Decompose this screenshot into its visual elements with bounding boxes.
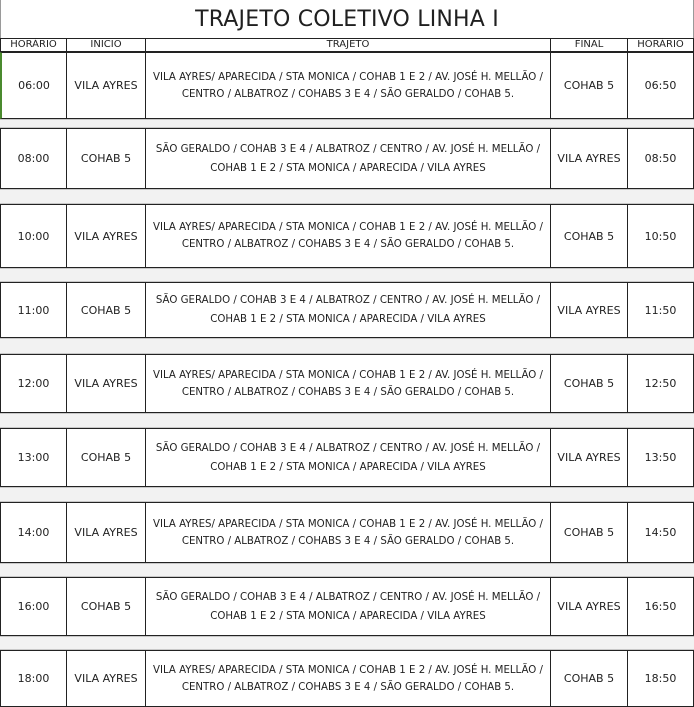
header-final: FINAL: [550, 38, 628, 52]
route-description: VILA AYRES/ APARECIDA / STA MONICA / COHAB 1 E 2 / AV. JOSÉ H. MELLÃO / CENTRO / ALBATROZ / COHABS 3 E 4 / SÃO GERALDO / COHAB 5.: [145, 502, 551, 563]
end-stop: COHAB 5: [550, 204, 628, 268]
route-description: VILA AYRES/ APARECIDA / STA MONICA / COHAB 1 E 2 / AV. JOSÉ H. MELLÃO / CENTRO / ALBATROZ / COHABS 3 E 4 / SÃO GERALDO / COHAB 5.: [145, 650, 551, 707]
start-stop: COHAB 5: [66, 128, 146, 189]
start-stop: COHAB 5: [66, 282, 146, 338]
start-stop: COHAB 5: [66, 428, 146, 487]
arrival-time: 11:50: [627, 282, 694, 338]
table-row: [0, 52, 694, 119]
header-trajeto: TRAJETO: [145, 38, 551, 52]
table-row: [0, 577, 694, 636]
departure-time: 16:00: [0, 577, 67, 636]
departure-time: 10:00: [0, 204, 67, 268]
route-description: SÃO GERALDO / COHAB 3 E 4 / ALBATROZ / CENTRO / AV. JOSÉ H. MELLÃO / COHAB 1 E 2 / STA MONICA / APARECIDA / VILA AYRES: [145, 428, 551, 487]
end-stop: COHAB 5: [550, 502, 628, 563]
table-row: [0, 204, 694, 268]
end-stop: VILA AYRES: [550, 577, 628, 636]
arrival-time: 16:50: [627, 577, 694, 636]
table-row: [0, 650, 694, 707]
route-description: VILA AYRES/ APARECIDA / STA MONICA / COHAB 1 E 2 / AV. JOSÉ H. MELLÃO / CENTRO / ALBATROZ / COHABS 3 E 4 / SÃO GERALDO / COHAB 5.: [145, 354, 551, 413]
end-stop: COHAB 5: [550, 52, 628, 119]
header-inicio: INICIO: [66, 38, 146, 52]
departure-time: 08:00: [0, 128, 67, 189]
table-row: [0, 282, 694, 338]
route-description: VILA AYRES/ APARECIDA / STA MONICA / COHAB 1 E 2 / AV. JOSÉ H. MELLÃO / CENTRO / ALBATROZ / COHABS 3 E 4 / SÃO GERALDO / COHAB 5.: [145, 204, 551, 268]
header-horario-final: HORÁRIO: [627, 38, 694, 52]
row-separator: [0, 636, 694, 650]
header-horario-inicio: HORÁRIO: [0, 38, 67, 52]
end-stop: COHAB 5: [550, 650, 628, 707]
start-stop: VILA AYRES: [66, 204, 146, 268]
departure-time: 12:00: [0, 354, 67, 413]
arrival-time: 12:50: [627, 354, 694, 413]
row-separator: [0, 338, 694, 354]
start-stop: VILA AYRES: [66, 354, 146, 413]
row-separator: [0, 119, 694, 128]
route-description: VILA AYRES/ APARECIDA / STA MONICA / COHAB 1 E 2 / AV. JOSÉ H. MELLÃO / CENTRO / ALBATROZ / COHABS 3 E 4 / SÃO GERALDO / COHAB 5.: [145, 52, 551, 119]
start-stop: COHAB 5: [66, 577, 146, 636]
route-description: SÃO GERALDO / COHAB 3 E 4 / ALBATROZ / CENTRO / AV. JOSÉ H. MELLÃO / COHAB 1 E 2 / STA MONICA / APARECIDA / VILA AYRES: [145, 577, 551, 636]
row-separator: [0, 413, 694, 428]
page-title: TRAJETO COLETIVO LINHA I: [0, 0, 694, 38]
departure-time: 11:00: [0, 282, 67, 338]
start-stop: VILA AYRES: [66, 52, 146, 119]
arrival-time: 08:50: [627, 128, 694, 189]
departure-time: 14:00: [0, 502, 67, 563]
table-row: [0, 502, 694, 563]
end-stop: VILA AYRES: [550, 282, 628, 338]
table-row: [0, 428, 694, 487]
departure-time: 06:00: [0, 52, 67, 119]
table-row: [0, 128, 694, 189]
arrival-time: 18:50: [627, 650, 694, 707]
start-stop: VILA AYRES: [66, 502, 146, 563]
arrival-time: 06:50: [627, 52, 694, 119]
route-description: SÃO GERALDO / COHAB 3 E 4 / ALBATROZ / CENTRO / AV. JOSÉ H. MELLÃO / COHAB 1 E 2 / STA MONICA / APARECIDA / VILA AYRES: [145, 128, 551, 189]
row-separator: [0, 487, 694, 502]
row-separator: [0, 563, 694, 577]
departure-time: 18:00: [0, 650, 67, 707]
table-row: [0, 354, 694, 413]
end-stop: VILA AYRES: [550, 428, 628, 487]
route-description: SÃO GERALDO / COHAB 3 E 4 / ALBATROZ / CENTRO / AV. JOSÉ H. MELLÃO / COHAB 1 E 2 / STA MONICA / APARECIDA / VILA AYRES: [145, 282, 551, 338]
arrival-time: 13:50: [627, 428, 694, 487]
start-stop: VILA AYRES: [66, 650, 146, 707]
row-separator: [0, 268, 694, 282]
end-stop: COHAB 5: [550, 354, 628, 413]
end-stop: VILA AYRES: [550, 128, 628, 189]
row-separator: [0, 189, 694, 204]
arrival-time: 10:50: [627, 204, 694, 268]
arrival-time: 14:50: [627, 502, 694, 563]
departure-time: 13:00: [0, 428, 67, 487]
